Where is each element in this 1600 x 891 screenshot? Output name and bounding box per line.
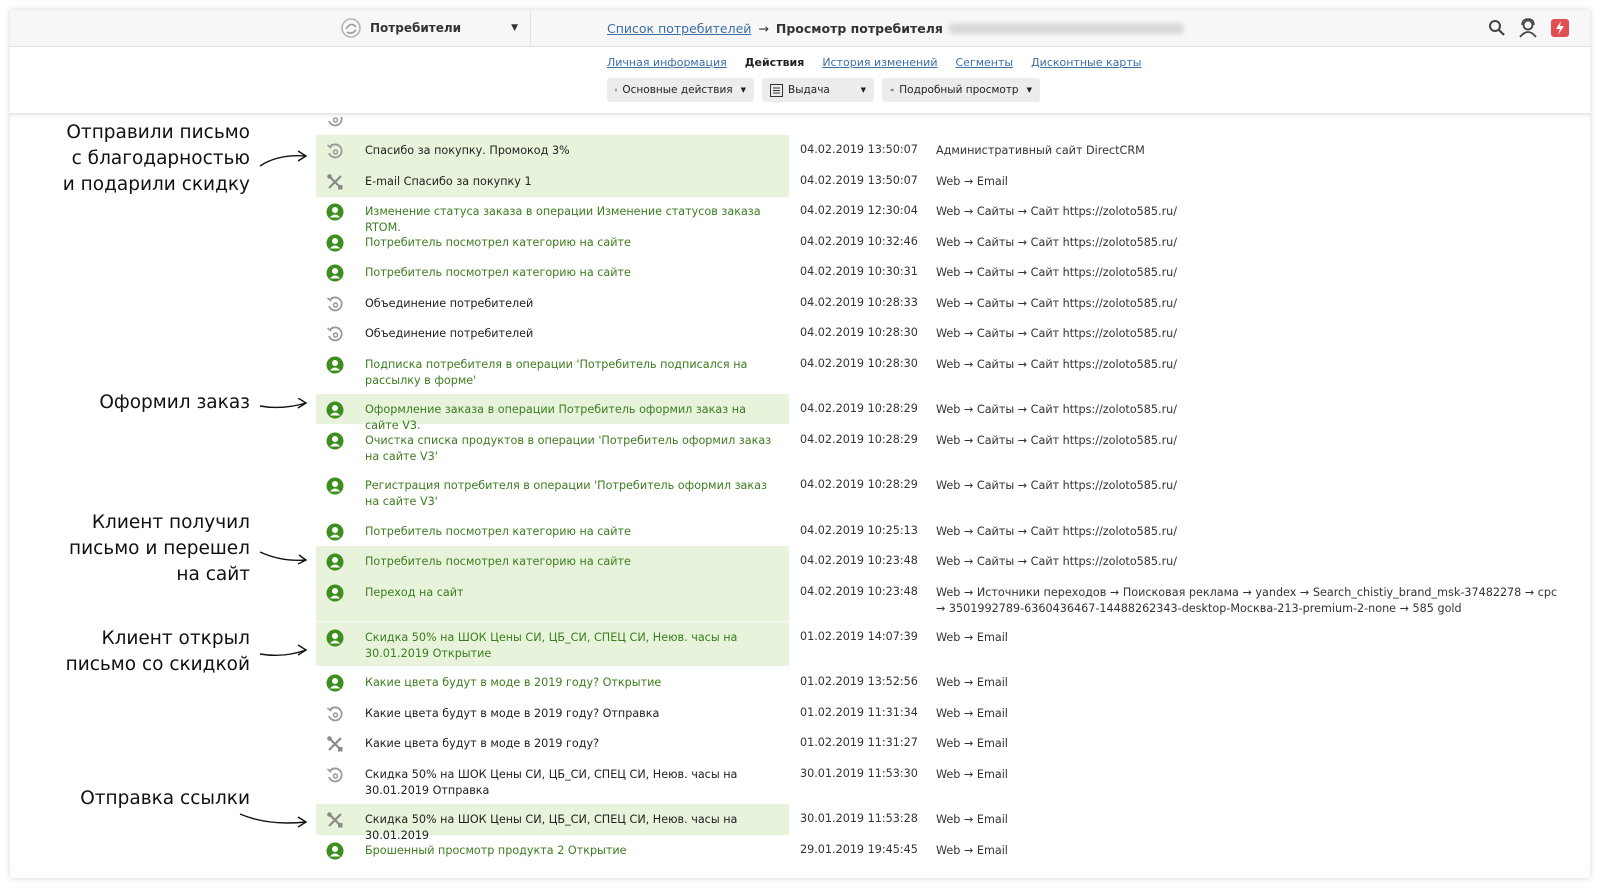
annotation-text [63,120,250,198]
action-title: Потребитель посмотрел категорию на сайте [365,236,631,249]
action-title: Скидка 50% на ШОК Цены СИ, ЦБ_СИ, СПЕЦ СИ, Неюв. часы на 30.01.2019 Открытие [365,631,738,660]
main-actions-label: Основные действия [622,84,733,96]
action-channel: Web → Сайты → Сайт https://zoloto585.ru/ [936,555,1178,568]
grid-icon [615,84,617,96]
tab-1[interactable]: Личная информация [607,56,727,69]
output-label: Выдача [788,84,830,96]
annotation-arrow-icon [238,810,310,834]
row-icon [326,203,344,221]
action-channel: Web → Сайты → Сайт https://zoloto585.ru/ [936,434,1178,447]
action-date: 04.02.2019 10:23:48 [800,554,918,567]
action-title: Переход на сайт [365,586,464,599]
action-date: 04.02.2019 13:50:07 [800,174,918,187]
row-icon [326,234,344,252]
redacted-consumer-name [949,23,1184,34]
annotation-line: Оформил заказ [99,392,250,413]
action-date: 29.01.2019 19:45:45 [800,843,918,856]
action-date: 04.02.2019 10:32:46 [800,235,918,248]
action-date: 04.02.2019 10:28:29 [800,478,918,491]
action-channel: Web → Сайты → Сайт https://zoloto585.ru/ [936,266,1178,279]
user-icon [326,477,344,495]
row-icon [326,842,344,860]
action-channel: Web → Сайты → Сайт https://zoloto585.ru/ [936,236,1178,249]
list-item[interactable] [10,288,1590,318]
tab-4[interactable]: Сегменты [955,56,1014,69]
chevron-down-icon: ▼ [1026,86,1032,94]
action-channel: Web → Источники переходов → Поисковая реклама → yandex → Search_chistiy_brand_msk-37482278 → cpc → 3501992789-6360436467-14488262343-desktop-Москва-213-premium-2-none → 585 gold [936,586,1558,615]
action-channel: Web → Сайты → Сайт https://zoloto585.ru/ [936,358,1178,371]
action-channel: Web → Email [936,175,1008,188]
chevron-down-icon: ▼ [511,23,518,33]
action-title: Подписка потребителя в операции 'Потребитель подписался на рассылку в форме' [365,358,748,387]
action-title: Объединение потребителей [365,297,534,310]
action-title: Какие цвета будут в моде в 2019 году? Отправка [365,707,660,720]
list-item[interactable] [10,227,1590,257]
chevron-down-icon: ▼ [740,86,746,94]
row-icon [326,325,344,343]
user-icon [326,203,344,221]
list-item[interactable] [10,835,1590,865]
tools-icon [326,811,344,829]
user-icon [326,264,344,282]
tab-3[interactable]: История изменений [822,56,938,69]
annotation-text [99,390,250,416]
action-title: Потребитель посмотрел категорию на сайте [365,525,631,538]
section-selector[interactable] [330,10,531,46]
top-bar [10,10,1590,47]
user-icon [326,432,344,450]
chevron-down-icon: ▼ [860,86,866,94]
action-title: Брошенный просмотр продукта 2 Открытие [365,844,627,857]
user-icon [326,523,344,541]
row-icon [326,705,344,723]
action-channel: Web → Email [936,768,1008,781]
user-icon [326,234,344,252]
annotation-line: с благодарностью [71,148,250,169]
action-date: 04.02.2019 10:28:30 [800,357,918,370]
action-date: 04.02.2019 13:50:07 [800,143,918,156]
tools-icon [326,735,344,753]
output-button[interactable] [762,78,874,102]
annotation-line: Клиент получил [91,512,250,533]
action-channel: Web → Email [936,844,1008,857]
annotation-line: письмо со скидкой [65,654,250,675]
annotation-line: и подарили скидку [62,174,250,195]
toolbar [607,78,1040,102]
action-date: 30.01.2019 11:53:28 [800,812,918,825]
list-icon [770,84,783,97]
annotation-text [69,510,250,588]
annotation-text [80,786,250,812]
action-channel: Web → Сайты → Сайт https://zoloto585.ru/ [936,479,1178,492]
row-icon [326,523,344,541]
row-icon [326,356,344,374]
main-actions-button[interactable] [607,78,754,102]
eye-icon [890,84,894,96]
row-icon [326,735,344,753]
annotation-line: письмо и перешел [69,538,250,559]
action-date: 04.02.2019 10:30:31 [800,265,918,278]
breadcrumb [607,10,1184,46]
list-item[interactable] [10,698,1590,728]
user-icon [326,356,344,374]
header-divider [10,113,1590,117]
action-date: 04.02.2019 10:25:13 [800,524,918,537]
row-icon [326,584,344,602]
action-title: Какие цвета будут в моде в 2019 году? [365,737,600,750]
action-date: 30.01.2019 11:53:30 [800,767,918,780]
action-date: 04.02.2019 12:30:04 [800,204,918,217]
list-item[interactable] [10,425,1590,469]
action-date: 01.02.2019 11:31:34 [800,706,918,719]
refresh-icon [326,705,344,723]
action-channel: Web → Email [936,631,1008,644]
search-icon[interactable] [1488,19,1506,37]
list-item[interactable] [10,196,1590,234]
row-icon [326,674,344,692]
list-item[interactable] [10,470,1590,514]
action-title: Потребитель посмотрел категорию на сайте [365,266,631,279]
action-title: Скидка 50% на ШОК Цены СИ, ЦБ_СИ, СПЕЦ СИ, Неюв. часы на 30.01.2019 Отправка [365,768,738,797]
list-item[interactable] [10,257,1590,288]
action-channel: Web → Сайты → Сайт https://zoloto585.ru/ [936,403,1178,416]
action-date: 04.02.2019 10:28:30 [800,326,918,339]
tab-2[interactable]: Действия [744,56,805,69]
section-name: Потребители [370,21,462,35]
bolt-icon[interactable] [1550,18,1570,38]
action-title: E-mail Спасибо за покупку 1 [365,175,532,188]
action-date: 01.02.2019 14:07:39 [800,630,918,643]
user-icon [326,842,344,860]
row-icon [326,432,344,450]
tabs [607,56,1141,69]
breadcrumb-consumers-link[interactable]: Список потребителей [607,20,752,36]
action-channel: Web → Сайты → Сайт https://zoloto585.ru/ [936,327,1178,340]
action-title: Очистка списка продуктов в операции 'Потребитель оформил заказ на сайте V3' [365,434,772,463]
action-channel: Web → Сайты → Сайт https://zoloto585.ru/ [936,297,1178,310]
action-title: Регистрация потребителя в операции 'Потребитель оформил заказ на сайте V3' [365,479,767,508]
breadcrumb-arrow: → [758,20,769,36]
list-item[interactable] [10,349,1590,393]
action-channel: Web → Сайты → Сайт https://zoloto585.ru/ [936,525,1178,538]
user-icon [326,674,344,692]
page-title: Просмотр потребителя [775,20,943,36]
action-date: 01.02.2019 13:52:56 [800,675,918,688]
action-channel: Web → Email [936,737,1008,750]
action-date: 04.02.2019 10:23:48 [800,585,918,598]
row-icon [326,477,344,495]
annotation-arrow-icon [258,398,330,422]
action-channel: Web → Сайты → Сайт https://zoloto585.ru/ [936,205,1178,218]
annotation-line: Отправка ссылки [80,788,250,809]
refresh-icon [326,325,344,343]
action-title: Какие цвета будут в моде в 2019 году? Открытие [365,676,662,689]
detailed-view-label: Подробный просмотр [899,84,1019,96]
row-icon [326,811,344,829]
action-date: 04.02.2019 10:28:29 [800,402,918,415]
row-icon [326,264,344,282]
logo-icon [340,17,362,39]
action-channel: Административный сайт DirectCRM [936,144,1145,157]
action-title: Спасибо за покупку. Промокод 3% [365,144,570,157]
annotation-line: Клиент открыл [101,628,250,649]
action-date: 04.02.2019 10:28:33 [800,296,918,309]
user-icon [326,584,344,602]
action-title: Скидка 50% на ШОК Цены СИ, ЦБ_СИ, СПЕЦ СИ, Неюв. часы на 30.01.2019 [365,813,738,842]
refresh-icon [326,295,344,313]
action-channel: Web → Email [936,707,1008,720]
action-date: 04.02.2019 10:28:29 [800,433,918,446]
user-support-icon[interactable] [1518,18,1538,38]
list-item[interactable] [10,318,1590,349]
action-title: Оформление заказа в операции Потребитель оформил заказ на сайте V3. [365,403,746,432]
row-icon [326,173,344,191]
top-icons [1488,10,1570,46]
annotation-arrow-icon [258,548,330,572]
annotation-line: на сайт [176,564,250,585]
action-channel: Web → Email [936,676,1008,689]
detailed-view-button[interactable] [882,78,1040,102]
tab-5[interactable]: Дисконтные карты [1031,56,1142,69]
annotation-line: Отправили письмо [66,122,250,143]
action-title: Объединение потребителей [365,327,534,340]
tools-icon [326,173,344,191]
refresh-icon [326,766,344,784]
action-title: Потребитель посмотрел категорию на сайте [365,555,631,568]
row-icon [326,295,344,313]
action-title: Изменение статуса заказа в операции Изменение статусов заказа RTOM. [365,205,761,234]
annotation-arrow-icon [258,644,330,668]
action-date: 01.02.2019 11:31:27 [800,736,918,749]
action-channel: Web → Email [936,813,1008,826]
annotation-text [66,626,250,678]
row-icon [326,766,344,784]
annotation-arrow-icon [258,150,330,174]
list-item[interactable] [10,728,1590,759]
